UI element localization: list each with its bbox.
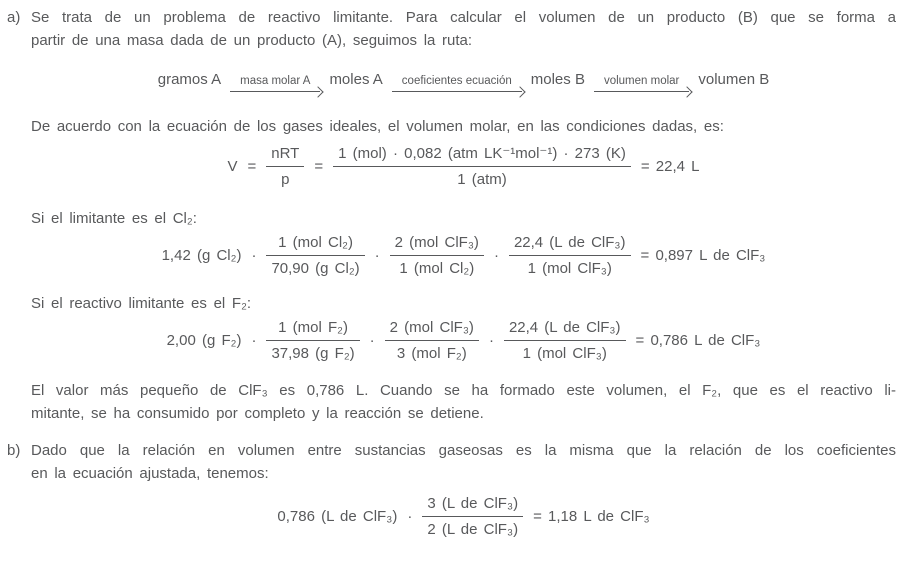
paragraph-line: partir de una masa dada de un producto (A), seguimos la ruta: <box>31 32 473 49</box>
item-b-label: b) <box>7 442 21 459</box>
fraction-denominator: 2 (L de ClF₃) <box>427 521 519 538</box>
item-b-intro-paragraph <box>31 439 896 485</box>
route-node-grams-a: gramos A <box>157 70 222 88</box>
fraction-denominator: 1 (mol ClF₃) <box>527 260 612 277</box>
equals-sign: = <box>314 158 324 175</box>
arrow-shaft <box>392 91 522 92</box>
fraction-molar-volume <box>504 318 626 363</box>
cl2-equation <box>31 233 896 278</box>
arrow-shaft <box>594 91 689 92</box>
conversion-route <box>31 63 896 95</box>
f2-limiting-paragraph: Si el reactivo limitante es el F₂: <box>31 295 252 312</box>
fraction-denominator: 1 (mol Cl₂) <box>399 260 475 277</box>
eq-result: = 1,18 L de ClF₃ <box>533 508 650 525</box>
eq-lead: 2,00 (g F₂) <box>166 332 242 349</box>
eq-variable: V <box>227 158 238 175</box>
equals-sign: = <box>247 158 257 175</box>
fraction-mol-f2 <box>266 318 359 363</box>
fraction-numerator: 22,4 (L de ClF₃) <box>509 233 631 256</box>
route-node-volume-b: volumen B <box>698 70 770 88</box>
fraction-denominator: 37,98 (g F₂) <box>271 345 355 362</box>
fraction-volume-ratio <box>422 494 523 539</box>
paragraph-line: Se trata de un problema de reactivo limitante. Para calcular el volumen de un producto (B) que se forma a <box>31 9 896 26</box>
paragraph-line: Dado que la relación en volumen entre sustancias gaseosas es la misma que la relación de los coeficientes <box>31 442 896 459</box>
fraction-numerator: 1 (mol Cl₂) <box>266 233 364 256</box>
multiplication-dot: · <box>493 247 499 264</box>
eq-result: = 0,786 L de ClF₃ <box>635 332 761 349</box>
f2-equation <box>31 318 896 363</box>
fraction-numerator: 2 (mol ClF₃) <box>390 233 484 256</box>
paragraph-line: en la ecuación ajustada, tenemos: <box>31 465 269 482</box>
fraction-mol-cl2 <box>266 233 364 278</box>
fraction-denominator: 1 (atm) <box>457 171 507 188</box>
fraction-numerator: 22,4 (L de ClF₃) <box>504 318 626 341</box>
multiplication-dot: · <box>369 332 375 349</box>
arrow-label-molar-mass: masa molar A <box>240 74 311 87</box>
multiplication-dot: · <box>407 508 413 525</box>
fraction-nrt-p <box>266 144 304 189</box>
multiplication-dot: · <box>374 247 380 264</box>
multiplication-dot: · <box>251 332 257 349</box>
fraction-numerator: 3 (L de ClF₃) <box>422 494 523 517</box>
item-a-label: a) <box>7 9 21 26</box>
reaction-arrow-icon <box>392 75 522 92</box>
reaction-arrow-icon <box>230 75 320 92</box>
paragraph-line: mitante, se ha consumido por completo y la reacción se detiene. <box>31 405 484 422</box>
multiplication-dot: · <box>488 332 494 349</box>
fraction-molar-volume <box>509 233 631 278</box>
fraction-denominator: p <box>281 171 290 188</box>
fraction-numerator: 1 (mol F₂) <box>266 318 359 341</box>
reaction-arrow-icon <box>594 75 689 92</box>
paragraph-line: El valor más pequeño de ClF₃ es 0,786 L. Cuando se ha formado este volumen, el F₂, que es el reactivo li- <box>31 382 896 399</box>
fraction-numerator: 2 (mol ClF₃) <box>385 318 479 341</box>
fraction-numerator: nRT <box>266 144 304 167</box>
route-node-moles-a: moles A <box>329 70 383 88</box>
fraction-numerator: 1 (mol) · 0,082 (atm LK⁻¹mol⁻¹) · 273 (K) <box>333 144 631 167</box>
eq-lead: 0,786 (L de ClF₃) <box>277 508 398 525</box>
arrow-shaft <box>230 91 320 92</box>
route-node-moles-b: moles B <box>530 70 585 88</box>
volume-ratio-equation <box>31 494 896 539</box>
arrow-label-coefficients: coeficientes ecuación <box>401 74 512 87</box>
eq-result: = 22,4 L <box>640 158 700 175</box>
cl2-limiting-paragraph: Si el limitante es el Cl₂: <box>31 210 197 227</box>
eq-lead: 1,42 (g Cl₂) <box>161 247 242 264</box>
conclusion-paragraph <box>31 379 896 425</box>
molar-volume-equation <box>31 144 896 189</box>
eq-result: = 0,897 L de ClF₃ <box>640 247 766 264</box>
fraction-stoichiometry <box>385 318 479 363</box>
ideal-gas-paragraph: De acuerdo con la ecuación de los gases ideales, el volumen molar, en las condiciones dadas, es: <box>31 118 724 135</box>
fraction-denominator: 70,90 (g Cl₂) <box>271 260 360 277</box>
multiplication-dot: · <box>251 247 257 264</box>
fraction-gas-values <box>333 144 631 189</box>
item-a <box>7 6 896 425</box>
fraction-denominator: 1 (mol ClF₃) <box>522 345 607 362</box>
item-a-intro-paragraph <box>31 6 896 52</box>
fraction-stoichiometry <box>390 233 484 278</box>
arrow-label-molar-volume: volumen molar <box>603 74 680 87</box>
item-b <box>7 439 896 539</box>
fraction-denominator: 3 (mol F₂) <box>396 345 467 362</box>
